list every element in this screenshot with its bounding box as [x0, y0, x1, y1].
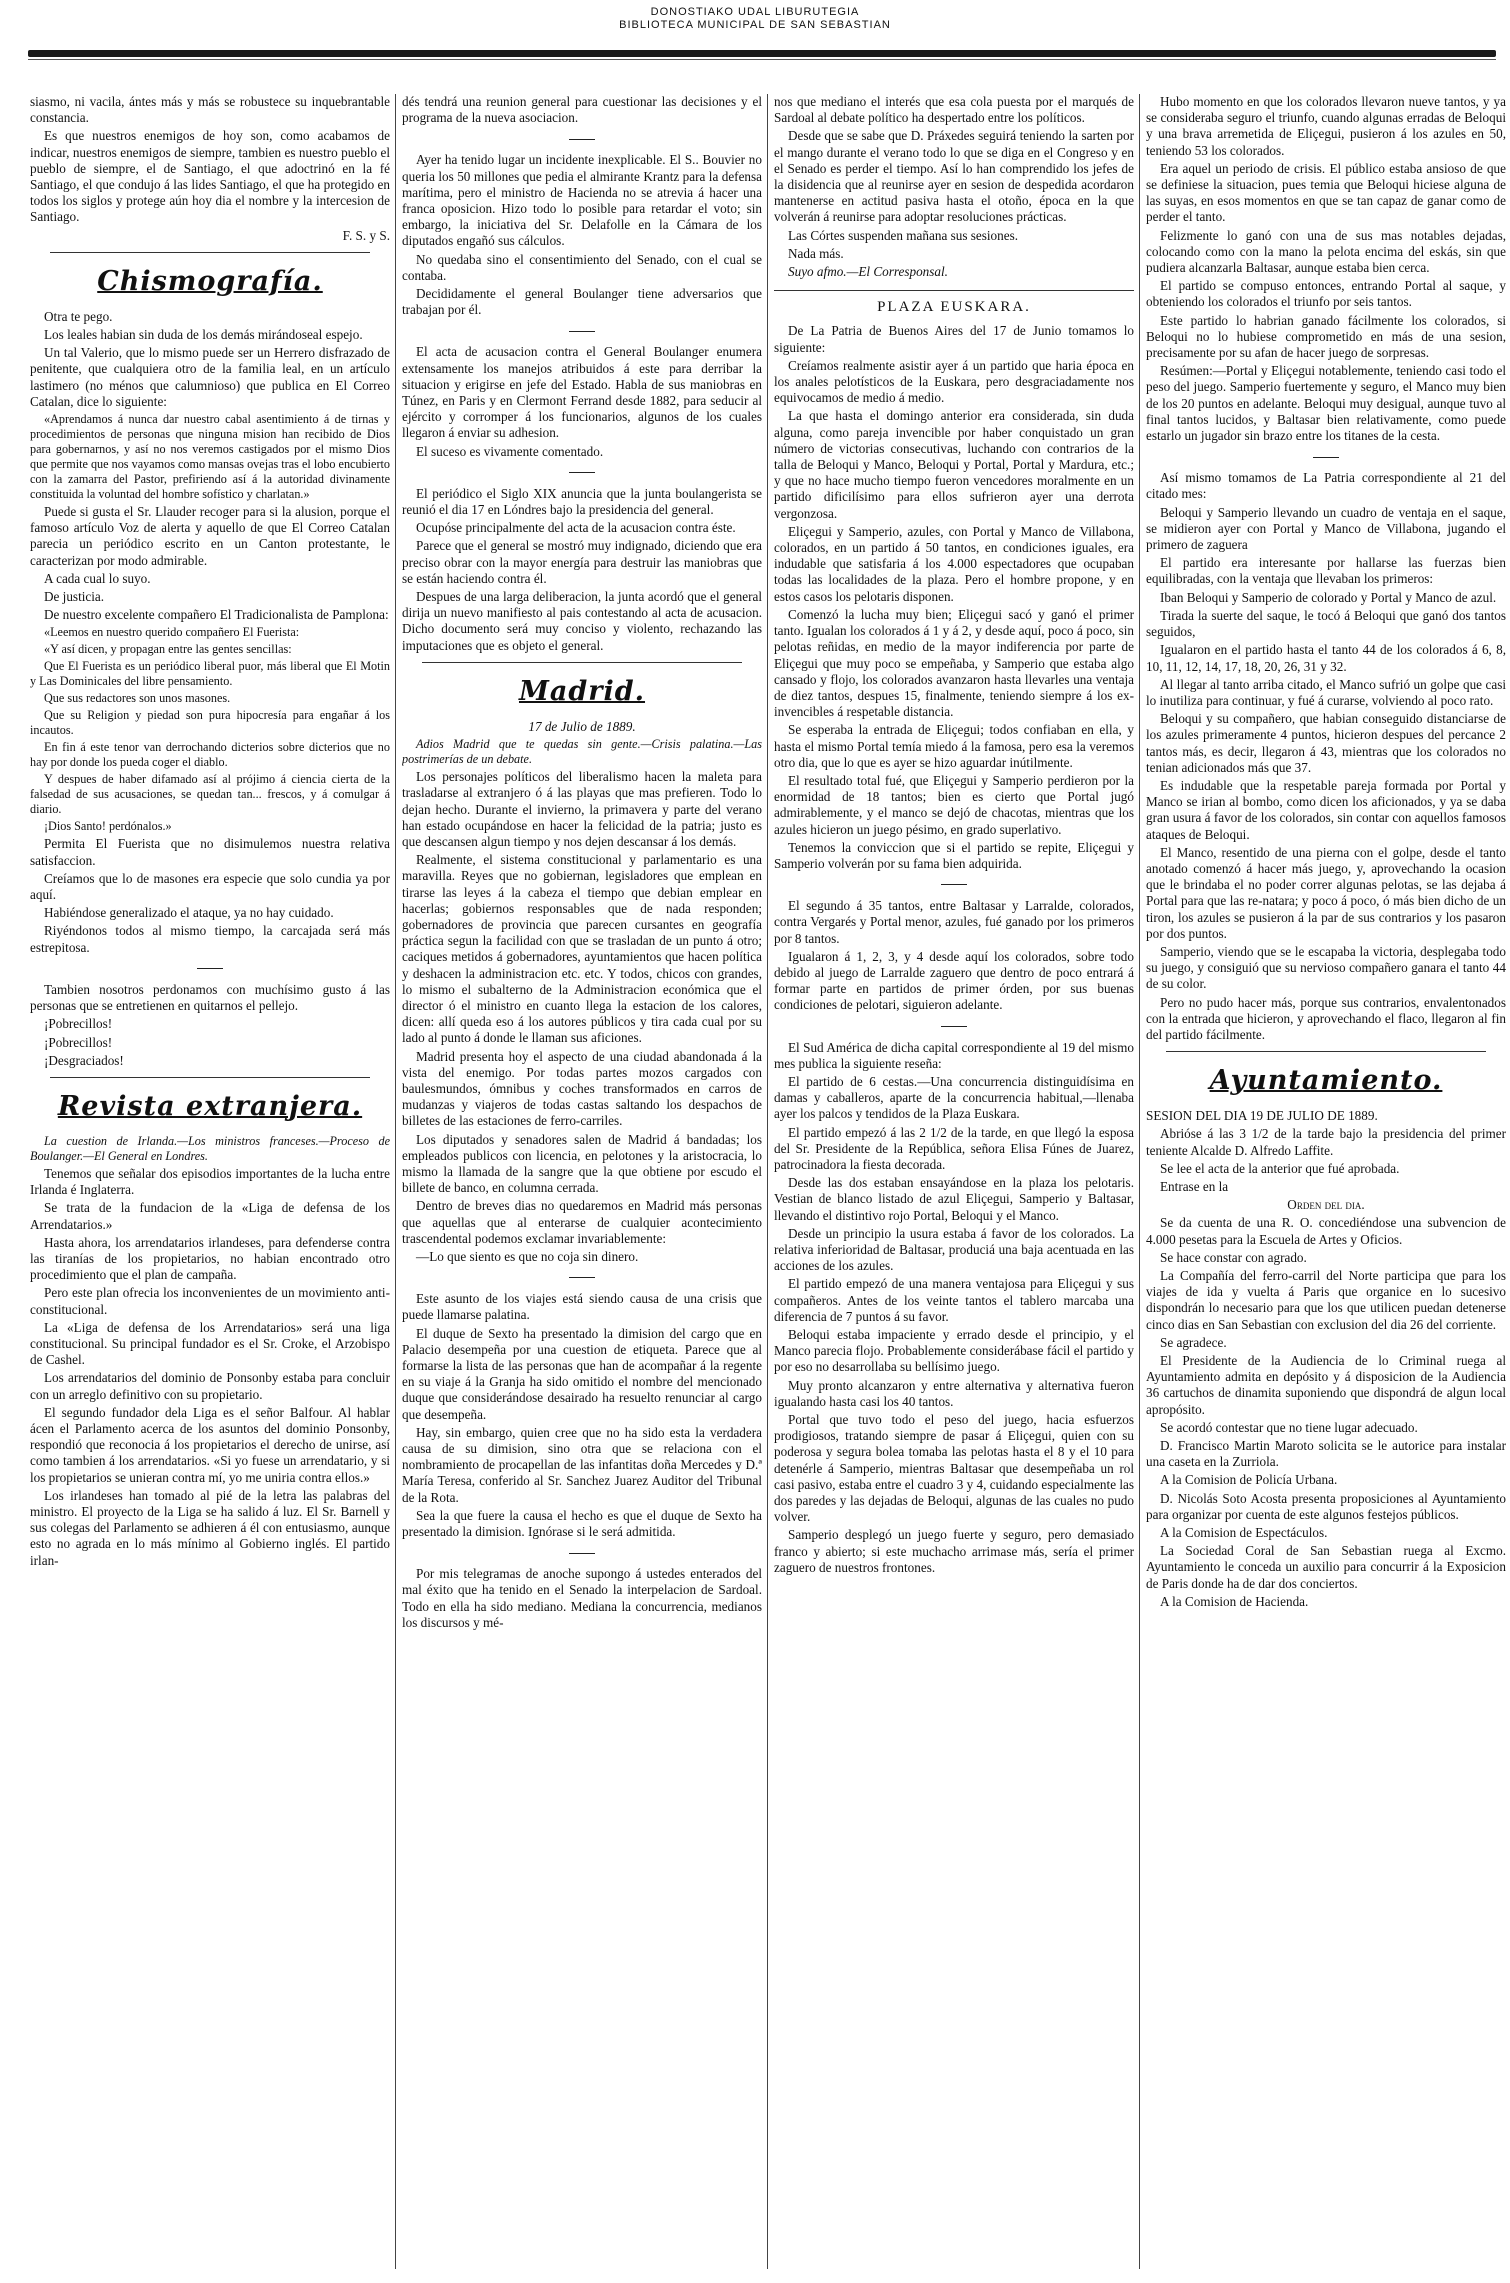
paragraph: Riyéndonos todos al mismo tiempo, la carcajada será más estrepitosa.	[30, 923, 390, 955]
paragraph: Se hace constar con agrado.	[1160, 1249, 1307, 1265]
section-heading-chismografia: Chismografía.	[97, 265, 323, 297]
column-4	[1146, 94, 1506, 2269]
paragraph: Abrióse á las 3 1/2 de la tarde bajo la presidencia del primer teniente Alcalde D. Alfredo Laffite.	[1146, 1126, 1506, 1158]
library-name-basque: DONOSTIAKO UDAL LIBURUTEGIA	[650, 6, 860, 18]
paragraph: El periódico el Siglo XIX anuncia que la junta boulangerista se reunió el dia 17 en Lóndres bajo la presidencia del general.	[402, 485, 762, 518]
paragraph: D. Nicolás Soto Acosta presenta proposiciones al Ayuntamiento para organizar por cuenta de este algunos festejos públicos.	[1146, 1490, 1506, 1522]
paragraph: Beloqui y su compañero, que habian conseguido distanciarse de los azules primeramente 4 puntos, hicieron despues del percance 2 tantos más, es decir, llegaron á 43, mientras que los colorados no tenian adicionados más que 37.	[1146, 711, 1506, 775]
paragraph: Eliçegui y Samperio, azules, con Portal y Manco de Villabona, colorados, en un partido á 50 tantos, en condiciones iguales, era indudable que satisfaria á los 4.000 espectadores que ocupaban todas las localidades de la plaza. Pero el hombre propone, y en estos casos los pelotaris disponen.	[774, 523, 1134, 604]
quote: «Aprendamos á nunca dar nuestro cabal asentimiento á de tirnas y procedimientos de personas que ninguna mision han recibido de Dios para gobernarnos, y así no nos veremos castigados por el mismo Dios que permite que nos vayamos como mansas ovejas tras el lobo encubierto con la zamarra del Pastor, prefiriendo así á la autoridad divinamente constituida la voluntad del hombre sofístico y charlatan.»	[30, 412, 390, 502]
paragraph: Tenemos la conviccion que si el partido se repite, Eliçegui y Samperio volverán por su fama bien adquirida.	[774, 839, 1134, 871]
dash-separator	[402, 324, 762, 338]
paragraph: Creíamos realmente asistir ayer á un partido que haria época en los anales pelotísticos de la Euskara, pero desgraciadamente nos equivocamos de medio á medio.	[774, 357, 1134, 406]
signature: Suyo afmo.—El Corresponsal.	[788, 264, 948, 280]
paragraph: Comenzó la lucha muy bien; Eliçegui sacó y ganó el primer tanto. Igualan los colorados á 1 y á 2, y desde aquí, poco á poco, sin pelotas reñidas, en medio de la mayor indiferencia por parte de Eliçegui que muy poco se empeñaba, y Samperio que estaba algo cansado y flojo, los colorados avanzaron hasta llevarles una ventaja de diez tantos, despues 15, finalmente, teniendo siempre á los ex-invencibles á respetable distancia.	[774, 606, 1134, 720]
separator	[1166, 1051, 1486, 1052]
paragraph: Es que nuestros enemigos de hoy son, como acabamos de indicar, nuestros enemigos de siempre, tambien es nuestro pueblo el pueblo de siempre, el de Santiago, el que adoctrinó en la fé Santiago, el que condujo á las lides Santiago, el que ha protegido en todos los siglos y protege aún hoy dia el nombre y la intercesion de Santiago.	[30, 128, 390, 225]
quote: En fin á este tenor van derrochando dicterios sobre dicterios que no hay por donde los pueda coger el diablo.	[30, 740, 390, 770]
paragraph: El segundo fundador dela Liga es el señor Balfour. Al hablar ácen el Parlamento acerca de los asuntos del dominio Ponsonby, respondió que reconocia á los propietarios el derecho de unirse, así como tambien á los arrendatarios. «Si yo fuese un arrendatario, y si los propietarios se unieran contra mí, yo me uniria contra ellos.»	[30, 1404, 390, 1485]
paragraph: El suceso es vivamente comentado.	[416, 443, 604, 459]
paragraph: ¡Desgraciados!	[44, 1052, 124, 1068]
paragraph: Hasta ahora, los arrendatarios irlandeses, para defenderse contra las tiranías de los propietarios, no habian encontrado otro procedimiento que el plan de campaña.	[30, 1234, 390, 1283]
paragraph: El resultado total fué, que Eliçegui y Samperio perdieron por la enormidad de 18 tantos; bien es cierto que Portal jugó admirablemente, y el manco se dejó de chacotas, mientras que los azules hicieron un juego pésimo, en grado superlativo.	[774, 772, 1134, 837]
paragraph: De justicia.	[44, 589, 105, 605]
order-of-day-heading: Orden del dia.	[1287, 1197, 1365, 1213]
paragraph: Tambien nosotros perdonamos con muchísimo gusto á las personas que se entretienen en quitarnos el pellejo.	[30, 981, 390, 1014]
top-rule	[28, 50, 1496, 57]
paragraph: A la Comision de Hacienda.	[1160, 1593, 1309, 1609]
paragraph: siasmo, ni vacila, ántes más y más se robustece su inquebrantable constancia.	[30, 94, 390, 126]
paragraph: ¡Pobrecillos!	[44, 1034, 113, 1050]
quote: ¡Dios Santo! perdónalos.»	[44, 819, 172, 834]
paragraph: El partido de 6 cestas.—Una concurrencia distinguidísima en damas y caballeros, aparte de la concurrencia habitual,—llenaba ayer los palcos y tendidos de la Plaza Euskara.	[774, 1073, 1134, 1122]
top-rule-thin	[28, 59, 1496, 60]
paragraph: Pero no pudo hacer más, porque sus contrarios, envalentonados con la entrada que hicieron, y aprovechando el flaco, llegaron al fin del partido fácilmente.	[1146, 994, 1506, 1042]
column-2	[402, 94, 762, 2269]
paragraph: A la Comision de Policía Urbana.	[1160, 1472, 1338, 1488]
section-summary: La cuestion de Irlanda.—Los ministros franceses.—Proceso de Boulanger.—El General en Londres.	[30, 1133, 390, 1163]
section-summary: Adios Madrid que te quedas sin gente.—Crisis palatina.—Las postrimerías de un debate.	[402, 737, 762, 767]
paragraph: Se trata de la fundacion de la «Liga de defensa de los Arrendatarios.»	[30, 1200, 390, 1232]
paragraph: ¡Pobrecillos!	[44, 1016, 113, 1032]
paragraph: Este partido lo habrian ganado fácilmente los colorados, si Beloqui no lo hubiese comprometido en más de una sesion, precisamente por su afan de hacer juego de sorpresas.	[1146, 312, 1506, 361]
paragraph: A cada cual lo suyo.	[44, 570, 151, 586]
paragraph: Realmente, el sistema constitucional y parlamentario es una maravilla. Reyes que no gobiernan, legisladores que emplean en tirarse las leyes á la cabeza el tiempo que debian emplear en hacerlas; gobiernos responsables que de nada responden; gobernadores de provincia que parecen cursantes en geografía práctica segun la facilidad con que se trasladan de un punto á otro; caciques metidos á gobernadores, ayuntamientos que hacen política y deshacen la administracion etc. etc. Y todos, chicos con grandes, lo mismo el subalterno de la Administracion económica que el director ó el ministro en cuanto llega la estacion de los calores, dicen: allí queda eso á los autores públicos y tira cada cual por su lado al punto á donde le llaman sus aficiones.	[402, 852, 762, 1046]
paragraph: Es indudable que la respetable pareja formada por Portal y Manco se irian al bombo, como dicen los aficionados, y ya se daba gran usura á favor de los colorados, sin contar con aquellos famosos ataques de Beloqui.	[1146, 777, 1506, 842]
paragraph: Nada más.	[788, 245, 844, 261]
paragraph: Samperio, viendo que se le escapaba la victoria, desplegaba todo su juego, y consiguió que su nervioso compañero ganara el tanto 44 de su color.	[1146, 943, 1506, 992]
dash-separator	[774, 878, 1134, 892]
quote: Y despues de haber difamado así al prójimo á ciencia cierta de la falsedad de sus acusaciones, se quedan tan... frescos, y á comulgar á diario.	[30, 772, 390, 817]
paragraph: Este asunto de los viajes está siendo causa de una crisis que puede llamarse palatina.	[402, 1291, 762, 1323]
paragraph: A la Comision de Espectáculos.	[1160, 1525, 1328, 1541]
section-heading-plaza-euskara: PLAZA EUSKARA.	[774, 290, 1134, 315]
paragraph: Desde que se sabe que D. Práxedes seguirá teniendo la sarten por el mango durante el verano todo lo que se diga en el Congreso y en el Senado es perder el tiempo. Así lo han comprendido los jefes de la disidencia que al reunirse ayer en sesion de despedida acordaron mantenerse en actitud pasiva hasta el otoño, época en la que volverán á reunirse para adoptar resoluciones prácticas.	[774, 128, 1134, 225]
paragraph: Beloqui y Samperio llevando un cuadro de ventaja en el saque, se midieron ayer con Portal y Manco de Villabona, jugando el primero de zaguera	[1146, 504, 1506, 553]
paragraph: El duque de Sexto ha presentado la dimision del cargo que en Palacio desempeña por una cuestion de etiqueta. Parece que al formarse la lista de las personas que han de acompañar á la regente en su viaje á la Granja ha sido omitido el nombre del mencionado duque que considerándose desairado ha resuelto renunciar al cargo que desempeña.	[402, 1325, 762, 1422]
paragraph: Creíamos que lo de masones era especie que solo cundia ya por aquí.	[30, 870, 390, 903]
quote: Que su Religion y piedad son pura hipocresía para engañar á los incautos.	[30, 708, 390, 738]
paragraph: Ocupóse principalmente del acta de la acusacion contra éste.	[416, 520, 736, 536]
paragraph: Los irlandeses han tomado al pié de la letra las palabras del ministro. El proyecto de la Liga se ha salido á luz. El Sr. Barnell y sus colegas del Parlamento se adhieren á él con entusiasmo, aunque esto no agrada en lo más mínimo al Gobierno inglés. El partido irlan-	[30, 1487, 390, 1568]
paragraph: La Compañía del ferro-carril del Norte participa que para los viajes de ida y vuelta á Paris que organice en lo sucesivo dispondrán lo necesario para que los que utilicen puedan detenerse cinco dias en San Sebastian con exclusion del dia 26 del corriente.	[1146, 1268, 1506, 1332]
paragraph: El Presidente de la Audiencia de lo Criminal ruega al Ayuntamiento admita en depósito y á disposicion de la Audiencia 36 cartuchos de dinamita suponiendo que dispondrá de algun local apropósito.	[1146, 1353, 1506, 1417]
paragraph: La que hasta el domingo anterior era considerada, sin duda alguna, como pareja invencible por haber conquistado un gran número de victorias consecutivas, luchando con contrarios de la talla de Beloqui y Manco, Beloqui y Portal, Portal y Mardura, etc.; y que no hace mucho tiempo fueron vencedores moralmente en un partido dificilísimo para ellos sufrieron ayer una derrota vergonzosa.	[774, 408, 1134, 521]
dash-separator	[1146, 450, 1506, 464]
library-name-spanish: BIBLIOTECA MUNICIPAL DE SAN SEBASTIAN	[619, 19, 891, 31]
dash-separator	[774, 1020, 1134, 1034]
paragraph: El partido se compuso entonces, entrando Portal al saque, y obteniendo los colorados el triunfo por seis tantos.	[1146, 278, 1506, 310]
paragraph: Felizmente lo ganó con una de sus mas notables dejadas, colocando como con la mano la pelota encima del eskás, sin que pudiera alcanzarla Baltasar, aunque estaba bien cerca.	[1146, 227, 1506, 276]
section-heading-ayuntamiento: Ayuntamiento.	[1209, 1065, 1443, 1097]
paragraph: Pero este plan ofrecia los inconvenientes de un movimiento anti-constitucional.	[30, 1285, 390, 1317]
paragraph: Otra te pego.	[44, 308, 113, 324]
quote: Que sus redactores son unos masones.	[44, 691, 231, 706]
paragraph: Iban Beloqui y Samperio de colorado y Portal y Manco de azul.	[1160, 589, 1497, 605]
quote: «Leemos en nuestro querido compañero El Fuerista:	[44, 625, 300, 640]
paragraph: Tirada la suerte del saque, le tocó á Beloqui que ganó dos tantos seguidos,	[1146, 607, 1506, 640]
dash-separator	[30, 962, 390, 976]
paragraph: El Manco, resentido de una pierna con el golpe, desde el tanto anotado comenzó á hacer más juego, y, aprovechando la ocasion que le brindaba el no poder correr algunas pelotas, se las dejaba á Portal para que las re-natara; y poco á poco, ó más bien dicho de un tiron, los azules se pusieron á la par de sus contrarios y los pasaron por dos puntos.	[1146, 844, 1506, 941]
column-1	[30, 94, 390, 2269]
dateline: 17 de Julio de 1889.	[528, 718, 636, 734]
paragraph: Resúmen:—Portal y Eliçegui notablemente, teniendo casi todo el peso del juego. Samperio fuertemente y seguro, el Manco muy bien de los 20 puntos en adelante. Beloqui muy desigual, aunque tuvo al final tantos lucidos, y Baltasar bien relativamente, como puede estarlo un jugador sin brazo entre los titanes de la cesta.	[1146, 363, 1506, 444]
paragraph: Las Córtes suspenden mañana sus sesiones.	[788, 227, 1019, 243]
paragraph: El segundo á 35 tantos, entre Baltasar y Larralde, colorados, contra Vergarés y Portal menor, azules, fué ganado por los primeros por 8 tantos.	[774, 898, 1134, 946]
paragraph: El Sud América de dicha capital correspondiente al 19 del mismo mes publica la siguiente reseña:	[774, 1039, 1134, 1071]
paragraph: Habiéndose generalizado el ataque, ya no hay cuidado.	[44, 905, 334, 921]
paragraph: D. Francisco Martin Maroto solicita se le autorice para instalar una caseta en la Zurriola.	[1146, 1438, 1506, 1470]
column-divider	[767, 94, 768, 2269]
paragraph: El acta de acusacion contra el General Boulanger enumera extensamente los manejos atribuidos á este para derribar la situacion y erigirse en jefe del Estado. Habla de sus maniobras en Túnez, en Paris y en Clermont Ferrand desde 1882, para seducir al ejército y corromper á los funcionarios, algunos de los cuales llegaron á enviar su adhesion.	[402, 344, 762, 441]
paragraph: Los leales habian sin duda de los demás mirándoseal espejo.	[44, 327, 363, 343]
paragraph: Despues de una larga deliberacion, la junta acordó que el general dirija un nuevo manifiesto al pais contestando al acta de acusacion. Dicho documento será muy conciso y violento, rechazando las imputaciones que es objeto el general.	[402, 589, 762, 653]
paragraph: Se acordó contestar que no tiene lugar adecuado.	[1160, 1419, 1418, 1435]
dash-separator	[402, 132, 762, 146]
paragraph: Hubo momento en que los colorados llevaron nueve tantos, y ya se consideraba seguro el triunfo, cuando algunas erradas de Beloqui y una brava arremetida de Eliçegui, pusieron á los azules en 50, teniendo 53 los colorados.	[1146, 94, 1506, 158]
dash-separator	[402, 1271, 762, 1285]
paragraph: Ayer ha tenido lugar un incidente inexplicable. El S.. Bouvier no queria los 50 millones que pedia el almirante Krantz para la defensa marítima, pero el ministro de Hacienda no se atrevia á hacer una franca oposicion. Hizo todo lo posible para retardar el voto; sin embargo, la iniciativa del Sr. Delafolle en la Cámara de los diputados engañó sus cálculos.	[402, 152, 762, 249]
paragraph: Al llegar al tanto arriba citado, el Manco sufrió un golpe que casi lo inutiliza para continuar, y fué á curarse, volviendo al poco rato.	[1146, 676, 1506, 708]
paragraph: Hay, sin embargo, quien cree que no ha sido esta la verdadera causa de su dimision, sino otra que se relaciona con el nombramiento de procapellan de las infantitas doña Mercedes y D.ª María Teresa, conferido al Sr. Sanchez Juarez Auditor del Tribunal de la Rota.	[402, 1424, 762, 1505]
paragraph: La «Liga de defensa de los Arrendatarios» será una liga constitucional. Su principal fundador es el Sr. Croke, el Arzobispo de Cashel.	[30, 1319, 390, 1368]
separator	[422, 662, 742, 663]
paragraph: Se esperaba la entrada de Eliçegui; todos confiaban en ella, y hasta el mismo Portal temía miedo á la famosa, pero esa la veremos otro dia, que lo que es ayer se hizo aguardar inútilmente.	[774, 722, 1134, 770]
paragraph: Así mismo tomamos de La Patria correspondiente al 21 del citado mes:	[1146, 470, 1506, 502]
quote: Que El Fuerista es un periódico liberal puor, más liberal que El Motin y Las Dominicales del libre pensamiento.	[30, 659, 390, 689]
dash-separator	[402, 1546, 762, 1560]
paragraph: dés tendrá una reunion general para cuestionar las decisiones y el programa de la nueva asociacion.	[402, 94, 762, 126]
paragraph: El partido empezó á las 2 1/2 de la tarde, en que llegó la esposa del Sr. Presidente de la República, señora Elisa Fúnes de Juarez, patrocinadora la fiesta decorada.	[774, 1124, 1134, 1172]
paragraph: Era aquel un periodo de crisis. El público estaba ansioso de que se definiese la situacion, pues temia que Beloqui hiciese alguna de las suyas, en esos momentos en que se tan capaz de ganar como de perder el tanto.	[1146, 160, 1506, 225]
signature: F. S. y S.	[342, 227, 390, 243]
paragraph: Samperio desplegó un juego fuerte y seguro, pero demasiado franco y abierto; si este muchacho arrimase más, sería el primer zaguero de nuestros frontones.	[774, 1527, 1134, 1575]
paragraph: Entrase en la	[1160, 1178, 1229, 1194]
quote: «Y así dicen, y propagan entre las gentes sencillas:	[44, 642, 292, 657]
paragraph: Los diputados y senadores salen de Madrid á bandadas; los empleados publicos con licencia, en pelotones y la aristocracia, lo mismo la llamada de la sangre que la que obtiene por escudo el billete de banco, en columna cerrada.	[402, 1131, 762, 1196]
column-3	[774, 94, 1134, 2269]
paragraph: Desde las dos estaban ensayándose en la plaza los pelotaris. Vestian de blanco listado de azul Eliçegui, Samperio y Baltasar, llevando el distintivo rojo Portal, Beloqui y el Manco.	[774, 1175, 1134, 1223]
library-stamp	[0, 0, 1510, 50]
paragraph: nos que mediano el interés que esa cola puesta por el marqués de Sardoal al debate político ha despertado entre los políticos.	[774, 94, 1134, 126]
paragraph: Los personajes políticos del liberalismo hacen la maleta para trasladarse al extranjero ó á las playas que mas prefieren. Todo lo dejan hecho. Durante el invierno, la primavera y parte del verano han estado ocupándose en hacer la felicidad de la patria; justo es que descansen algun tiempo y nos dejen descansar á los demás.	[402, 769, 762, 849]
paragraph: —Lo que siento es que no coja sin dinero.	[416, 1248, 639, 1264]
paragraph: Los arrendatarios del dominio de Ponsonby estaba para concluir con un arreglo definitivo con su propietario.	[30, 1370, 390, 1402]
paragraph: Se lee el acta de la anterior que fué aprobada.	[1160, 1160, 1400, 1176]
paragraph: Desde un principio la usura estaba á favor de los colorados. La relativa inferioridad de Baltasar, produciá una baja acentuada en las acciones de los azules.	[774, 1225, 1134, 1274]
paragraph: El partido empezó de una manera ventajosa para Eliçegui y sus compañeros. Antes de los veinte tantos el tablero marcaba una diferencia de 7 puntos á su favor.	[774, 1276, 1134, 1324]
paragraph: Permita El Fuerista que no disimulemos nuestra relativa satisfaccion.	[30, 836, 390, 868]
paragraph: Beloqui estaba impaciente y errado desde el principio, y el Manco parecia flojo. Probablemente considerábase fácil el partido y por eso no desarrollaba su bellísimo juego.	[774, 1327, 1134, 1375]
paragraph: El partido era interesante por hallarse las fuerzas bien equilibradas, con la ventaja que llevaban los primeros:	[1146, 555, 1506, 587]
paragraph: Tenemos que señalar dos episodios importantes de la lucha entre Irlanda é Inglaterra.	[30, 1165, 390, 1198]
paragraph: Madrid presenta hoy el aspecto de una ciudad abandonada á la vista del enemigo. Por todas partes mozos cargados con baulesmundos, ómnibus y coches transformados en carros de mudanzas y viajeros de todas castas saltando los despachos de billetes de las estaciones de ferro-carriles.	[402, 1048, 762, 1129]
paragraph: De nuestro excelente compañero El Tradicionalista de Pamplona:	[44, 607, 389, 623]
paragraph: Dentro de breves dias no quedaremos en Madrid más personas que aquellas que al enterarse de cualquier acontecimiento trascendental podemos exclamar invariablemente:	[402, 1198, 762, 1246]
paragraph: Parece que el general se mostró muy indignado, diciendo que era preciso obrar con la mayor energía para destruir las maniobras que se están haciendo contra él.	[402, 538, 762, 586]
paragraph: Puede si gusta el Sr. Llauder recoger para si la alusion, porque el famoso artículo Voz de alerta y aquello de que El Correo Catalan parecia un periódico escrito en un Canton protestante, le caracterizan por modo admirable.	[30, 504, 390, 568]
section-heading-madrid: Madrid.	[518, 675, 646, 707]
separator	[50, 1077, 370, 1078]
paragraph: Se agradece.	[1160, 1334, 1227, 1350]
dash-separator	[402, 466, 762, 480]
paragraph: Por mis telegramas de anoche supongo á ustedes enterados del mal éxito que ha tenido en el Senado la interpelacion de Sardoal. Todo en ella ha sido mediano. Mediana la concurrencia, medianos los discursos y mé-	[402, 1566, 762, 1630]
paragraph: Se da cuenta de una R. O. concediéndose una subvencion de 4.000 pesetas para la Escuela de Artes y Oficios.	[1146, 1215, 1506, 1247]
paragraph: Igualaron en el partido hasta el tanto 44 de los colorados á 6, 8, 10, 11, 12, 14, 17, 18, 20, 26, 31 y 32.	[1146, 642, 1506, 674]
paragraph: Sea la que fuere la causa el hecho es que el duque de Sexto ha presentado la dimision. Ignórase si le será admitida.	[402, 1507, 762, 1540]
paragraph: La Sociedad Coral de San Sebastian ruega al Excmo. Ayuntamiento le conceda un auxilio para concurrir á la Exposicion de Paris donde ha de dar dos conciertos.	[1146, 1543, 1506, 1591]
section-heading-revista-extranjera: Revista extranjera.	[57, 1090, 363, 1122]
separator	[50, 252, 370, 253]
column-divider	[1139, 94, 1140, 2269]
column-divider	[395, 94, 396, 2269]
paragraph: Decididamente el general Boulanger tiene adversarios que trabajan por él.	[402, 286, 762, 318]
paragraph: De La Patria de Buenos Aires del 17 de Junio tomamos lo siguiente:	[774, 323, 1134, 355]
paragraph: Un tal Valerio, que lo mismo puede ser un Herrero disfrazado de penitente, que cualquiera otro de la familia leal, en un artículo lastimero (no ménos que calumnioso) que publica en El Correo Catalan, dice lo siguiente:	[30, 345, 390, 409]
paragraph: No quedaba sino el consentimiento del Senado, con el cual se contaba.	[402, 251, 762, 283]
session-date: SESION DEL DIA 19 DE JULIO DE 1889.	[1146, 1108, 1378, 1124]
paragraph: Muy pronto alcanzaron y entre alternativa y alternativa fueron igualando hasta casi los 40 tantos.	[774, 1377, 1134, 1409]
paragraph: Igualaron á 1, 2, 3, y 4 desde aquí los colorados, sobre todo debido al juego de Larralde zaguero que dentro de poco entrará á formar parte en partidos de primer órden, por sus buenas condiciones de pelotari, siguieron adelante.	[774, 948, 1134, 1013]
paragraph: Portal que tuvo todo el peso del juego, hacia esfuerzos prodigiosos, tratando siempre de pasar á Eliçegui, quien con su poderosa y segura bolea tomaba las pelotas hasta el 8 y el 10 para detenérle á Samperio, mientras Baltasar que desempeñaba un rol casi pasivo, estaba entre el cuadro 3 y 4, cuidando especialmente las dos paredes y las dejadas de Beloqui, algunas de las cuales no pudo volver.	[774, 1412, 1134, 1525]
